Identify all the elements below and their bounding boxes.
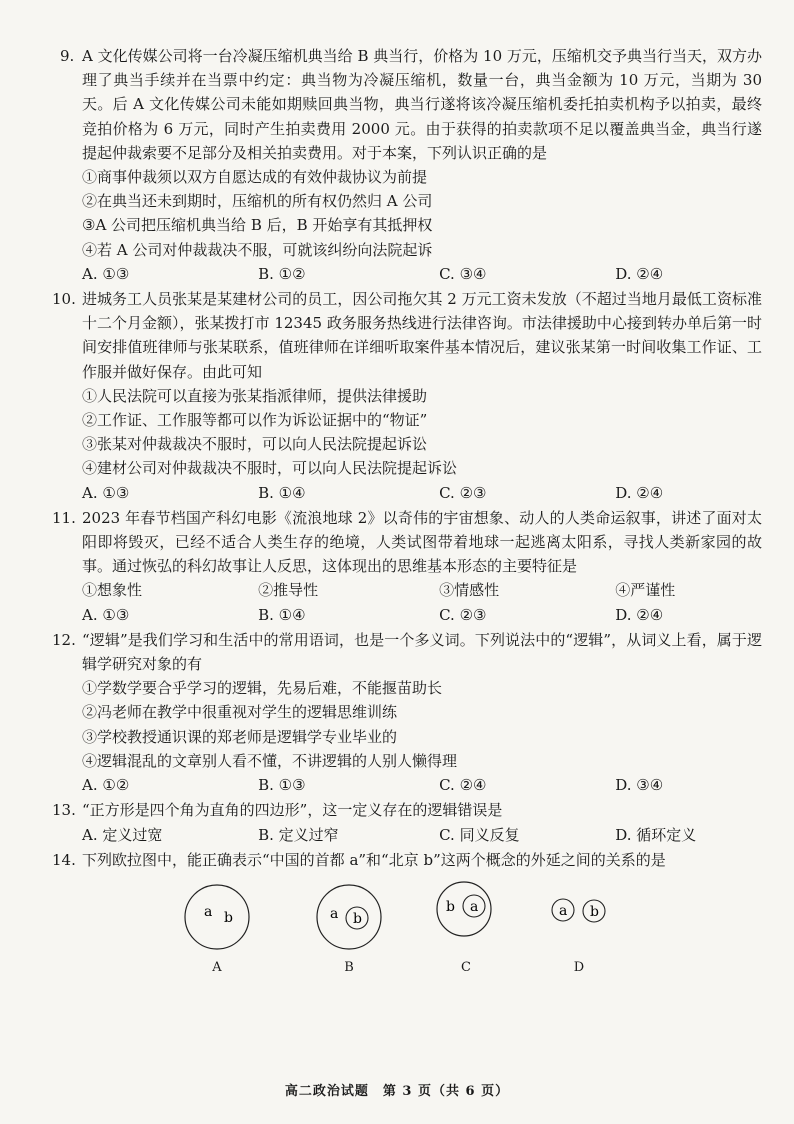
question-9: [62, 44, 762, 286]
outer-circle: [185, 885, 249, 949]
euler-diagram-c: [434, 878, 498, 975]
question-stem: 下列欧拉图中，能正确表示“中国的首都 a”和“北京 b”这两个概念的外延之间的关系的是: [82, 850, 666, 869]
euler-circle-svg: [550, 894, 614, 928]
answer-choices: [82, 262, 762, 286]
choice-a: A. ①③: [82, 264, 130, 283]
concept-b-label: b: [590, 903, 599, 920]
question-stem: “正方形是四个角为直角的四边形”，这一定义存在的逻辑错误是: [82, 801, 503, 820]
euler-diagram-a: [182, 882, 252, 975]
option-item: ④严谨性: [615, 581, 676, 600]
concept-a-label: a: [330, 905, 339, 922]
option-item: ②在典当还未到期时，压缩机的所有权仍然归 A 公司: [82, 192, 433, 211]
option-item: ④逻辑混乱的文章别人看不懂，不讲逻辑的人别人懒得理: [82, 751, 458, 770]
exam-page: [52, 44, 762, 975]
choice-d: D. 循环定义: [615, 825, 697, 844]
choice-a: A. ①③: [82, 605, 130, 624]
question-stem: “逻辑”是我们学习和生活中的常用语词，也是一个多义词。下列说法中的“逻辑”，从词义上看，属于逻辑学研究对象的有: [82, 630, 762, 674]
option-item: ①商事仲裁须以双方自愿达成的有效仲裁协议为前提: [82, 168, 428, 187]
question-14: [52, 848, 762, 872]
inline-options: [82, 578, 762, 602]
option-item: ③情感性: [439, 581, 500, 600]
option-item: ③张某对仲裁裁决不服时，可以向人民法院提起诉讼: [82, 435, 428, 454]
question-number: 13.: [52, 801, 76, 820]
option-item: ②冯老师在教学中很重视对学生的逻辑思维训练: [82, 703, 398, 722]
choice-a: A. ①③: [82, 483, 130, 502]
question-12: [52, 628, 762, 797]
choice-b: B. ①④: [258, 483, 306, 502]
option-item: ④若 A 公司对仲裁裁决不服，可就该纠纷向法院起诉: [82, 240, 433, 259]
option-item: ④建材公司对仲裁裁决不服时，可以向人民法院提起诉讼: [82, 459, 458, 478]
choice-d: D. ③④: [615, 776, 664, 795]
question-number: 11.: [52, 508, 76, 527]
euler-diagram-b: [314, 882, 384, 975]
concept-b-label: b: [353, 910, 362, 927]
concept-b-label: b: [224, 909, 233, 926]
choice-c: C. ②③: [439, 483, 487, 502]
diagram-label: C: [461, 959, 471, 975]
question-11: [52, 506, 762, 627]
choice-b: B. ①③: [258, 776, 306, 795]
option-item: ②工作证、工作服等都可以作为诉讼证据中的“物证”: [82, 411, 428, 430]
choice-b: B. ①②: [258, 264, 306, 283]
euler-diagram-d: [550, 894, 614, 975]
choice-c: C. ②③: [439, 605, 487, 624]
choice-d: D. ②④: [615, 483, 664, 502]
choice-c: C. ②④: [439, 776, 487, 795]
option-item: ③A 公司把压缩机典当给 B 后，B 开始享有其抵押权: [82, 216, 433, 235]
choice-b: B. 定义过窄: [258, 825, 339, 844]
answer-choices: [82, 481, 762, 505]
question-number: 9.: [60, 47, 75, 65]
answer-choices: [82, 603, 762, 627]
euler-diagrams: [62, 874, 762, 975]
choice-a: A. 定义过宽: [82, 825, 163, 844]
diagram-label: A: [212, 959, 222, 975]
question-number: 10.: [52, 290, 76, 309]
concept-a-label: a: [470, 898, 479, 915]
question-number: 14.: [52, 850, 76, 869]
diagram-label: B: [344, 959, 354, 975]
outer-circle: [317, 885, 381, 949]
option-item: ③学校教授通识课的郑老师是逻辑学专业毕业的: [82, 727, 398, 746]
option-item: ②推导性: [258, 581, 319, 600]
answer-choices: [82, 823, 762, 847]
choice-c: C. ③④: [439, 264, 487, 283]
concept-a-label: a: [559, 902, 568, 919]
euler-circle-svg: [182, 882, 252, 952]
option-item: ①想象性: [82, 581, 143, 600]
euler-circle-svg: [434, 878, 498, 942]
choice-c: C. 同义反复: [439, 825, 520, 844]
option-item: ①学数学要合乎学习的逻辑，先易后难，不能揠苗助长: [82, 679, 443, 698]
question-number: 12.: [52, 630, 76, 649]
question-stem: 2023 年春节档国产科幻电影《流浪地球 2》以奇伟的宇宙想象、动人的人类命运叙事，讲述了面对太阳即将毁灭，已经不适合人类生存的绝境，人类试图带着地球一起逃离太阳系，寻找人类新家园的故事。通过恢弘的科幻故事让人反思，这体现出的思维基本形态的主要特征是: [82, 508, 762, 576]
diagram-label: D: [573, 959, 585, 975]
choice-b: B. ①④: [258, 605, 306, 624]
choice-d: D. ②④: [615, 605, 664, 624]
question-stem: A 文化传媒公司将一台冷凝压缩机典当给 B 典当行，价格为 10 万元，压缩机交予典当行当天，双方办理了典当手续并在当票中约定：典当物为冷凝压缩机，数量一台，典当金额为 10 万元，当期为 30 天。后 A 文化传媒公司未能如期赎回典当物，典当行遂将该冷凝压缩机委托拍卖机构予以拍卖，最终竞拍价格为 6 万元，同时产生拍卖费用 2000 元。由于获得的拍卖款项不足以覆盖典当金，典当行遂提起仲裁索要不足部分及相关拍卖费用。对于本案，下列认识正确的是: [82, 47, 762, 162]
page-footer: 高二政治试题 第 3 页（共 6 页）: [284, 1084, 510, 1099]
answer-choices: [82, 773, 762, 797]
concept-a-label: a: [204, 903, 213, 920]
choice-d: D. ②④: [615, 264, 664, 283]
question-stem: 进城务工人员张某是某建材公司的员工，因公司拖欠其 2 万元工资未发放（不超过当地月最低工资标准十二个月金额），张某拨打市 12345 政务服务热线进行法律咨询。市法律援助中心接到转办单后第一时间安排值班律师与张某联系，值班律师在详细听取案件基本情况后，建议张某第一时间收集工作证、工作服并做好保存。由此可知: [82, 290, 762, 381]
question-13: [52, 798, 762, 846]
choice-a: A. ①②: [82, 776, 130, 795]
concept-b-label: b: [446, 898, 455, 915]
question-10: [52, 287, 762, 505]
euler-circle-svg: [314, 882, 384, 952]
option-item: ①人民法院可以直接为张某指派律师，提供法律援助: [82, 386, 428, 405]
